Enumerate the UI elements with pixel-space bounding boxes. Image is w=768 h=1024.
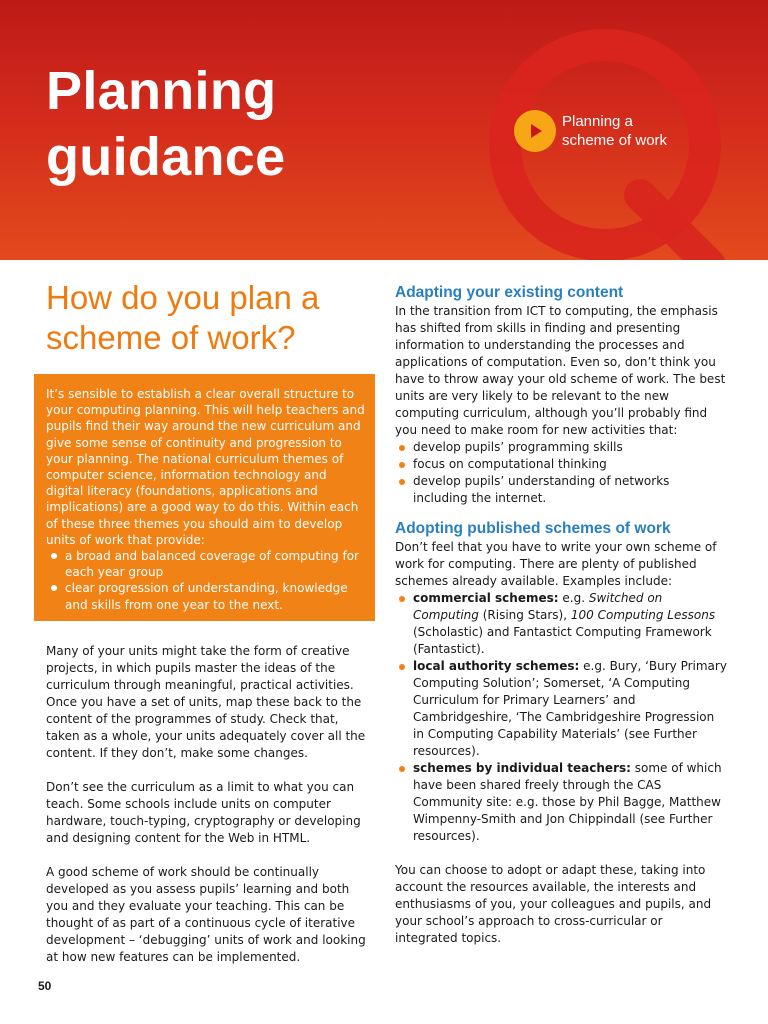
play-icon[interactable] [514,110,556,152]
link-label-line1: Planning a [562,113,633,130]
page-title-line2: guidance [46,127,286,187]
link-label-line2: scheme of work [562,132,668,149]
body-paragraph: Don’t see the curriculum as a limit to what you can teach. Some schools include units on computer hardware, touch-typing, cryptography or developing and designing content for the Web in HTML. [46,780,361,845]
intro-callout-box [34,374,375,621]
scheme-text: e.g. Bury, ‘Bury Primary Computing Solution’; Somerset, ‘A Computing Curriculum for Primary Learners’ and Cambridgeshire, ‘The Cambridgeshire Progression in Computing Capability Materials’ (see Further resources). [413,659,727,758]
adapting-bullet-list [395,439,727,507]
callout-bullet: clear progression of understanding, knowledge and skills from one year to the next. [46,580,367,612]
scheme-of-work-link[interactable] [514,110,667,152]
callout-bullet-list [46,548,367,613]
section-heading-line2: scheme of work? [46,319,296,356]
section-spacer [395,507,727,519]
left-column [46,643,374,983]
scheme-label: schemes by individual teachers: [413,761,631,775]
adopting-heading: Adopting published schemes of work [395,520,671,537]
body-paragraph: Many of your units might take the form of creative projects, in which pupils master the ideas of the curriculum through meaningful, practical activities. Once you have a set of units, map these back to the content of the programmes of study. Check that, taken as a whole, your units adequately cover all the content. If they don’t, make some changes. [46,644,366,760]
callout-bullet: a broad and balanced coverage of computing for each year group [46,548,367,580]
section-spacer [395,845,727,862]
section-heading [46,278,366,358]
scheme-label: local authority schemes: [413,659,580,673]
adapting-heading: Adapting your existing content [395,284,624,301]
scheme-text: (Rising Stars), [478,608,571,622]
page-title [46,58,285,190]
link-label[interactable] [562,112,667,150]
adapting-bullet: develop pupils’ programming skills [395,439,727,456]
scheme-text: some of which have been shared freely through the CAS Community site: e.g. those by Phil Bagge, Matthew Wimpenny-Smith and Jon Chippindall (see Further resources). [413,761,722,843]
scheme-text: e.g. [558,591,589,605]
page-title-line1: Planning [46,61,277,121]
adopting-scheme-list [395,590,727,845]
scheme-title: Switched on Computing [413,591,663,622]
header-banner [0,0,768,260]
play-triangle-icon [525,121,545,141]
adopting-body: Don’t feel that you have to write your own scheme of work for computing. There are plenty of published schemes already available. Examples include: [395,540,717,588]
scheme-title: 100 Computing Lessons [570,608,716,622]
section-heading-line1: How do you plan a [46,279,320,316]
page-number: 50 [38,979,52,993]
scheme-item-commercial [395,590,727,658]
adapting-body: In the transition from ICT to computing, the emphasis has shifted from skills in finding and presenting information to understanding the processes and applications of computation. Even so, don’t think you have to throw away your old scheme of work. The best units are very likely to be relevant to the new computing curriculum, although you’ll probably find you need to make room for new activities that: [395,304,726,437]
body-paragraph: A good scheme of work should be continually developed as you assess pupils’ learning and both you and they evaluate your teaching. This can be thought of as part of a continuous cycle of iterative development – ‘debugging’ units of work and looking at how new features can be implemented. [46,865,366,964]
adapting-bullet: focus on computational thinking [395,456,727,473]
scheme-text: (Scholastic) and Fantastict Computing Framework (Fantastict). [413,625,712,656]
right-column [395,283,727,947]
callout-intro: It’s sensible to establish a clear overall structure to your computing planning. This will help teachers and pupils find their way around the new curriculum and give some sense of continuity and progression to your planning. The national curriculum themes of computer science, information technology and digital literacy (foundations, applications and implications) are a good way to do this. Within each of these three themes you should aim to develop units of work that provide: [46,387,365,547]
scheme-label: commercial schemes: [413,591,559,605]
scheme-item-individual-teachers [395,760,727,845]
adapting-bullet: develop pupils’ understanding of networks including the internet. [395,473,727,507]
scheme-item-local-authority [395,658,727,760]
closing-paragraph: You can choose to adopt or adapt these, taking into account the resources available, the interests and enthusiasms of you, your colleagues and pupils, and your school’s approach to cross-curricular or integrated topics. [395,863,712,945]
